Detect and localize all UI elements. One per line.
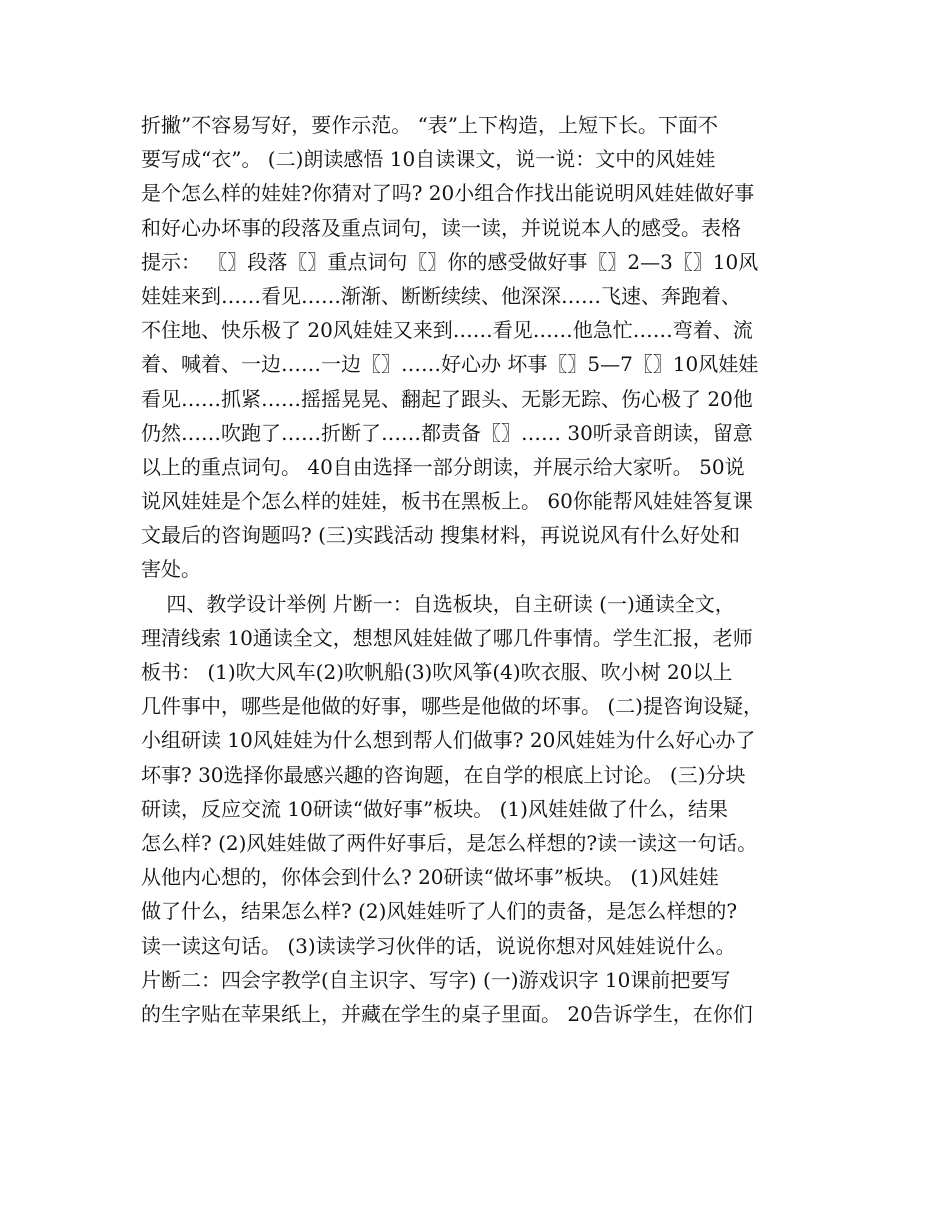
text-line: 说风娃娃是个怎么样的娃娃，板书在黑板上。 60你能帮风娃娃答复课 (141, 489, 753, 514)
text-line: 做了什么，结果怎么样? (2)风娃娃听了人们的责备，是怎么样想的? (141, 899, 738, 924)
text-line: 坏事? 30选择你最感兴趣的咨询题，在自学的根底上讨论。 (三)分块 (141, 762, 746, 787)
text-line: 和好心办坏事的段落及重点词句，读一读，并说说本人的感受。表格 (141, 215, 741, 240)
text-line: 几件事中，哪些是他做的好事，哪些是他做的坏事。 (二)提咨询设疑， (141, 694, 763, 719)
text-line: 要写成“衣”。 (二)朗读感悟 10自读课文，说一说：文中的风娃娃 (141, 147, 716, 172)
text-line: 理清线索 10通读全文，想想风娃娃做了哪几件事情。学生汇报，老师 (141, 625, 753, 650)
body-text (141, 108, 841, 1031)
text-line: 读一读这句话。 (3)读读学习伙伴的话，说说你想对风娃娃说什么。 (141, 933, 736, 958)
text-line: 从他内心想的，你体会到什么? 20研读“做坏事”板块。 (1)风娃娃 (141, 865, 719, 890)
text-line: 的生字贴在苹果纸上，并藏在学生的桌子里面。 20告诉学生，在你们 (141, 1001, 753, 1026)
text-line: 害处。 (141, 557, 201, 582)
text-line: 文最后的咨询题吗? (三)实践活动 搜集材料，再说说风有什么好处和 (141, 523, 741, 548)
text-line: 小组研读 10风娃娃为什么想到帮人们做事? 20风娃娃为什么好心办了 (141, 728, 756, 753)
text-line: 是个怎么样的娃娃?你猜对了吗? 20小组合作找出能说明风娃娃做好事 (141, 181, 755, 206)
text-line: 板书： (1)吹大风车(2)吹帆船(3)吹风筝(4)吹衣服、吹小树 20以上 (141, 660, 733, 684)
text-line: 提示： 〖〗段落〖〗重点词句〖〗你的感受做好事〖〗2—3〖〗10风 (141, 249, 759, 274)
text-line: 娃娃来到……看见……渐渐、断断续续、他深深……飞速、奔跑着、 (141, 283, 741, 308)
text-line: 仍然……吹跑了……折断了……都责备〖〗…… 30听录音朗读，留意 (141, 420, 753, 445)
paragraph-start-line: 四、教学设计举例 片断一：自选板块，自主研读 (一)通读全文， (141, 591, 735, 616)
text-line: 怎么样? (2)风娃娃做了两件好事后，是怎么样想的?读一读这一句话。 (141, 830, 758, 855)
text-line: 片断二：四会字教学(自主识字、写字) (一)游戏识字 10课前把要写 (141, 967, 731, 992)
text-line: 折撇”不容易写好，要作示范。 “表”上下构造，上短下长。下面不 (141, 113, 719, 137)
text-line: 着、喊着、一边……一边〖〗……好心办 坏事〖〗5—7〖〗10风娃娃 (141, 352, 759, 377)
text-line: 看见……抓紧……摇摇晃晃、翻起了跟头、无影无踪、伤心极了 20他 (141, 386, 753, 411)
text-line: 不住地、快乐极了 20风娃娃又来到……看见……他急忙……弯着、流 (141, 318, 753, 343)
text-line: 以上的重点词句。 40自由选择一部分朗读，并展示给大家听。 50说 (141, 454, 745, 479)
text-line: 研读，反应交流 10研读“做好事”板块。 (1)风娃娃做了什么，结果 (141, 796, 728, 821)
